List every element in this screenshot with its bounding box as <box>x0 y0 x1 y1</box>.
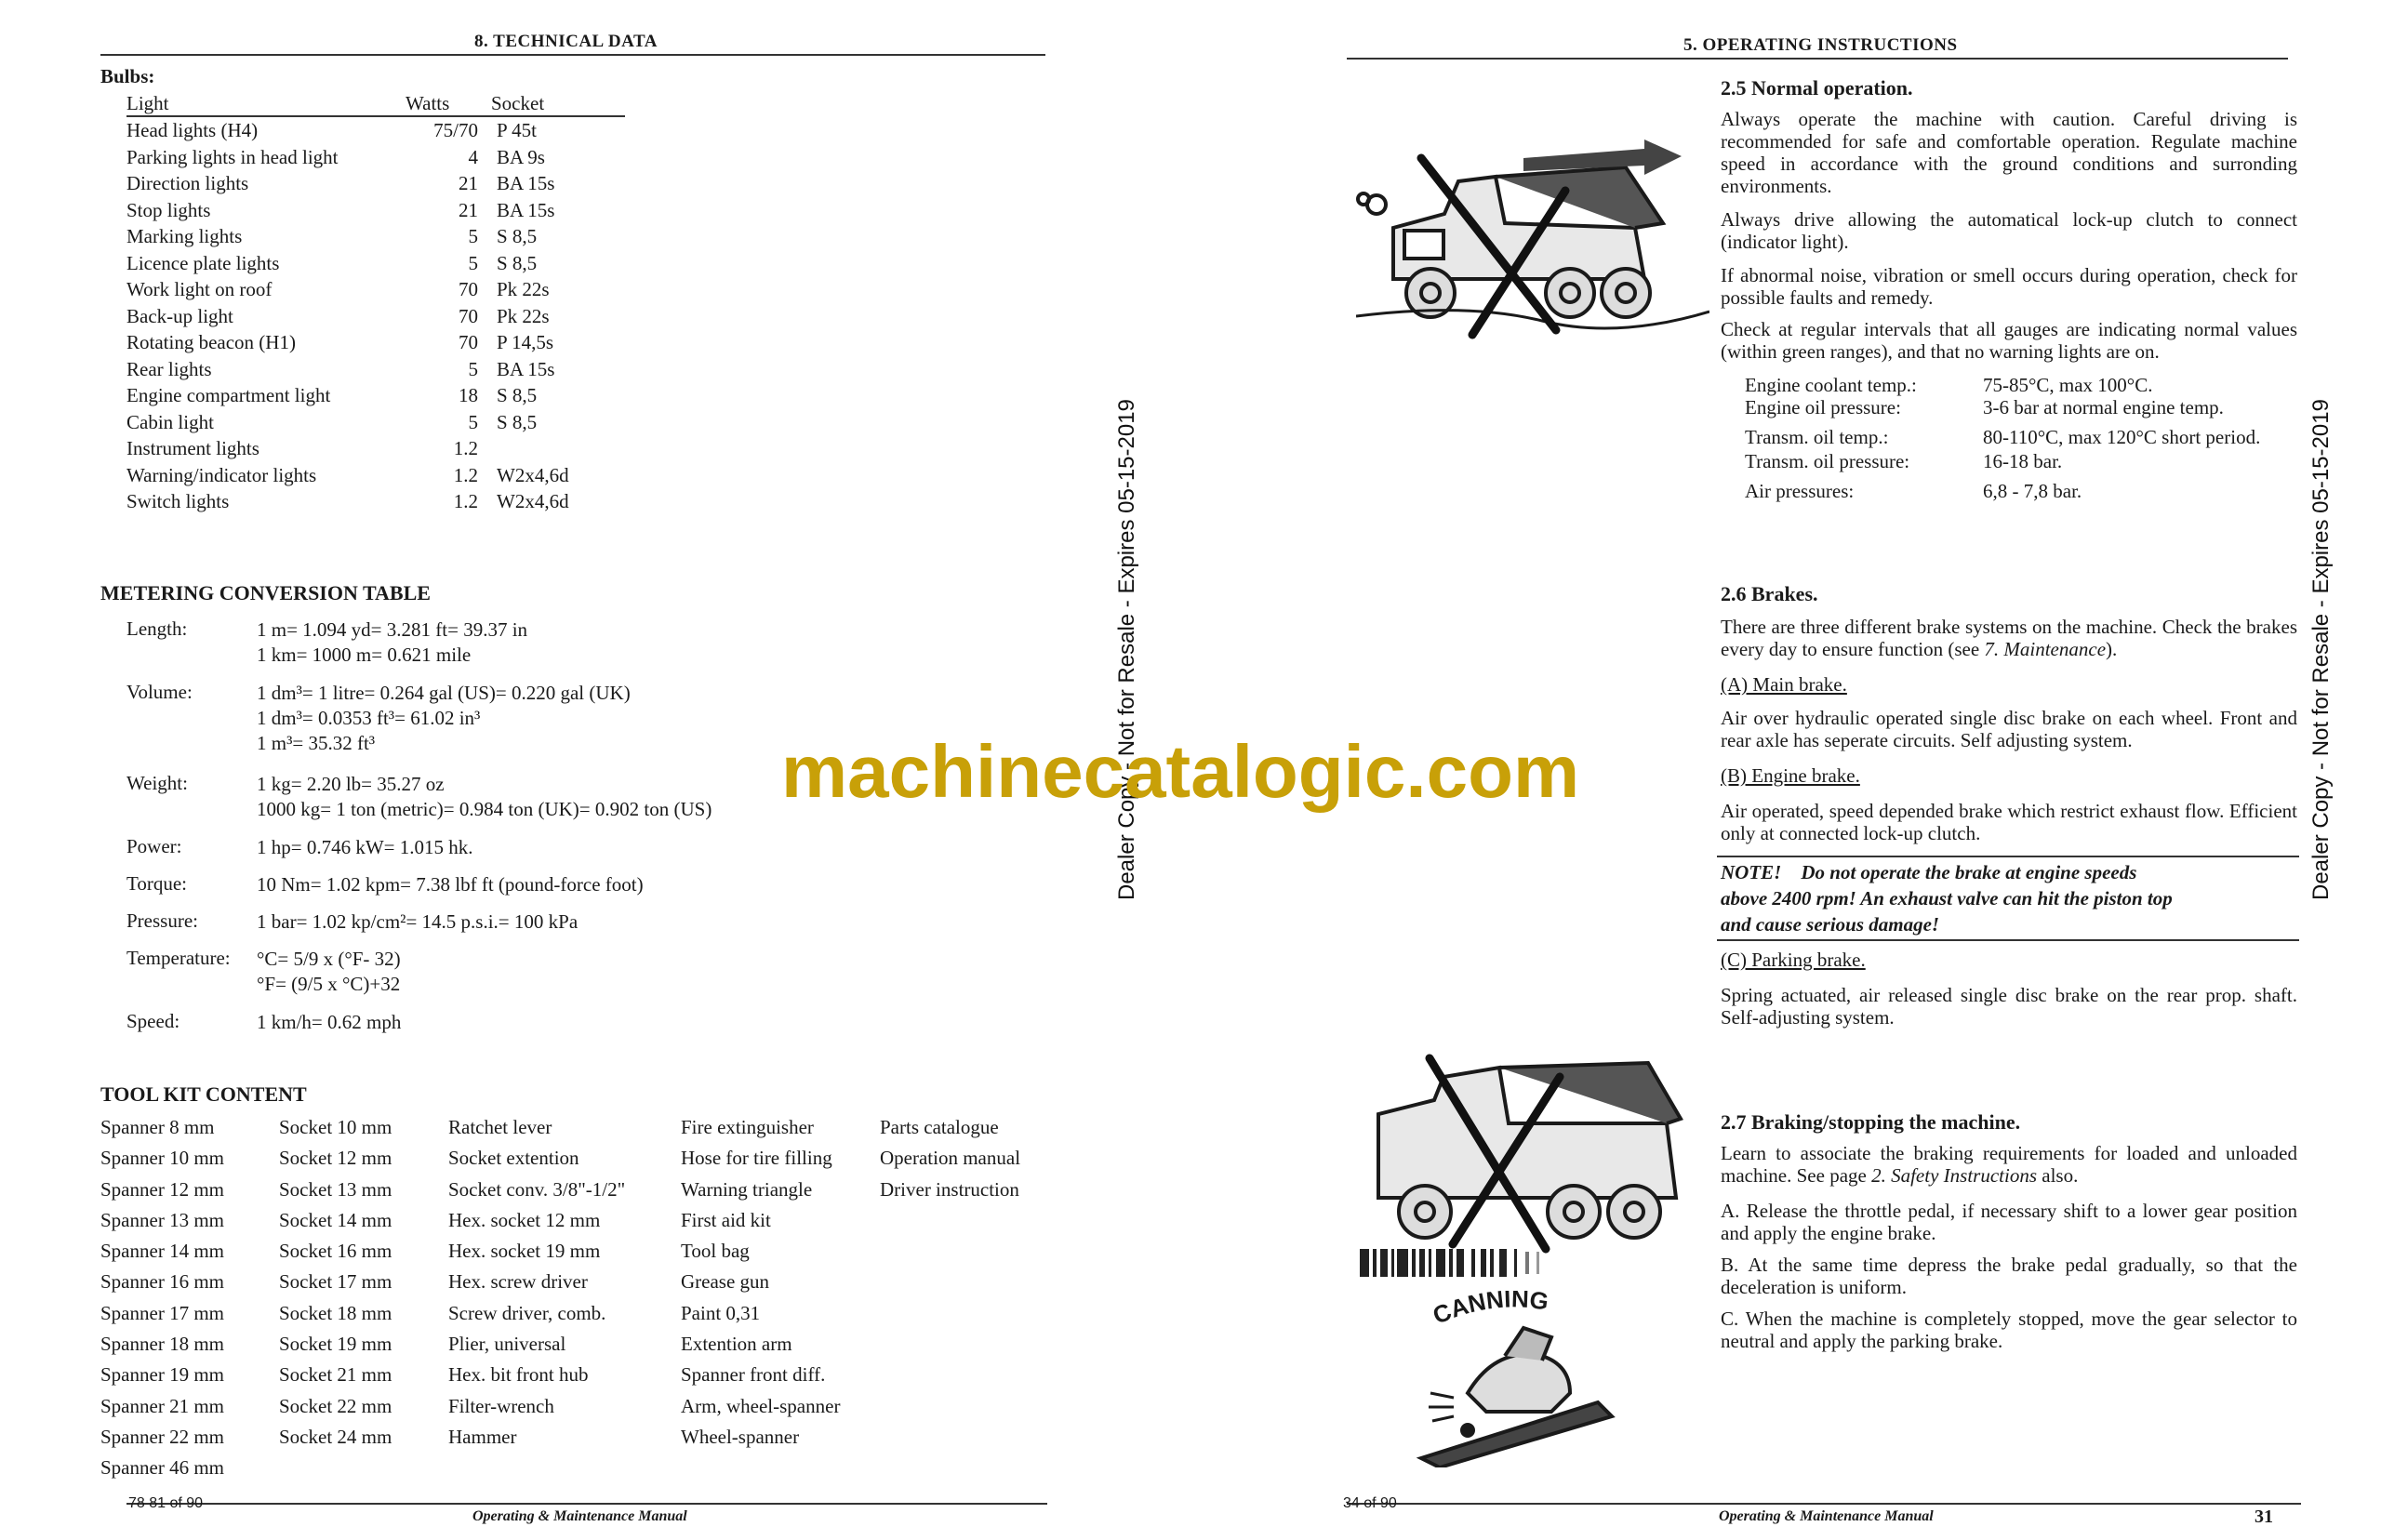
conversion-value: 1 hp= 0.746 kW= 1.015 hk. <box>257 836 473 858</box>
spec-label: Transm. oil temp.: <box>1745 426 1889 448</box>
toolkit-item: Socket 21 mm <box>279 1363 392 1387</box>
toolkit-column <box>681 1112 840 1453</box>
toolkit-item: Driver instruction <box>880 1177 1019 1201</box>
conversion-value: 1 km= 1000 m= 0.621 mile <box>257 644 472 666</box>
toolkit-column <box>880 1112 1020 1205</box>
spec-row <box>1745 396 2299 418</box>
right-footer-manual: Operating & Maintenance Manual <box>1719 1508 1934 1524</box>
conversion-value: 10 Nm= 1.02 kpm= 7.38 lbf ft (pound-force foot) <box>257 873 644 896</box>
conversion-label: Length: <box>126 617 188 640</box>
normal-operation-heading: 2.5 Normal operation. <box>1721 76 1913 100</box>
spec-label: Transm. oil pressure: <box>1745 450 1910 472</box>
bulb-row <box>126 382 625 409</box>
spec-label: Air pressures: <box>1745 480 1855 502</box>
toolkit-item: Paint 0,31 <box>681 1301 761 1324</box>
toolkit-item: Spanner front diff. <box>681 1363 826 1387</box>
bulb-row <box>126 116 625 144</box>
toolkit-item: Socket 12 mm <box>279 1147 392 1170</box>
bulbs-heading: Bulbs: <box>100 65 155 87</box>
toolkit-item: Socket 14 mm <box>279 1208 392 1231</box>
toolkit-item: Spanner 21 mm <box>100 1394 224 1417</box>
toolkit-item: Spanner 17 mm <box>100 1301 224 1324</box>
toolkit-item: Socket 17 mm <box>279 1270 392 1294</box>
bulb-socket: BA 15s <box>497 357 555 380</box>
bulb-watts: 1.2 <box>453 437 478 459</box>
conversion-label: Weight: <box>126 772 188 794</box>
spec-value: 6,8 - 7,8 bar. <box>1983 480 2082 502</box>
bulb-row <box>126 223 625 250</box>
conversion-label: Power: <box>126 835 182 857</box>
bulb-socket: S 8,5 <box>497 251 538 274</box>
bulb-socket <box>486 435 625 462</box>
bulb-watts: 4 <box>468 145 478 168</box>
toolkit-item: Spanner 13 mm <box>100 1208 224 1231</box>
toolkit-item: Filter-wrench <box>448 1394 554 1417</box>
conversion-value: °F= (9/5 x °C)+32 <box>257 973 401 995</box>
toolkit-item: Grease gun <box>681 1270 770 1294</box>
braking-step-c: C. When the machine is completely stopped, move the gear selector to neutral and apply the parking brake. <box>1721 1308 2297 1352</box>
bulb-watts: 70 <box>459 278 478 300</box>
right-page-count: 34 of 90 <box>1343 1495 1397 1511</box>
bulb-row <box>126 435 625 462</box>
bulb-row <box>126 409 625 436</box>
spec-value: 75-85°C, max 100°C. <box>1983 374 2153 396</box>
bulb-watts: 5 <box>468 251 478 274</box>
conversion-value: 1 m³= 35.32 ft³ <box>257 732 376 754</box>
toolkit-item: Socket 22 mm <box>279 1394 392 1417</box>
bulb-watts: 5 <box>468 357 478 380</box>
right-page-title: 5. OPERATING INSTRUCTIONS <box>1683 35 1958 55</box>
parking-brake-text: Spring actuated, air released single disc brake on the rear prop. shaft. Self-adjusting system. <box>1721 984 2297 1029</box>
toolkit-item: Arm, wheel-spanner <box>681 1394 841 1417</box>
conversion-label: Speed: <box>126 1010 180 1032</box>
spec-value: 16-18 bar. <box>1983 450 2063 472</box>
conversion-value: 1 dm³= 1 litre= 0.264 gal (US)= 0.220 gal (UK) <box>257 682 631 704</box>
toolkit-item: Spanner 10 mm <box>100 1147 224 1170</box>
bulb-socket: Pk 22s <box>497 278 550 300</box>
bulb-row <box>126 356 625 383</box>
toolkit-item: Wheel-spanner <box>681 1425 800 1448</box>
bulb-light: Head lights (H4) <box>126 119 259 141</box>
normal-op-p2: Always drive allowing the automatical lock-up clutch to connect (indicator light). <box>1721 208 2297 253</box>
bulb-row <box>126 250 625 277</box>
note-rule-bottom <box>1717 939 2299 941</box>
conversion-label: Pressure: <box>126 909 198 932</box>
bulb-light: Back-up light <box>126 304 233 327</box>
toolkit-column <box>100 1112 224 1484</box>
braking-step-a: A. Release the throttle pedal, if necessary shift to a lower gear position and apply the engine brake. <box>1721 1200 2297 1244</box>
toolkit-item: Plier, universal <box>448 1333 566 1356</box>
toolkit-item: Socket conv. 3/8"-1/2" <box>448 1177 626 1201</box>
bulb-socket: P 45t <box>497 119 537 141</box>
bulb-watts: 70 <box>459 304 478 327</box>
bulb-row <box>126 197 625 224</box>
dealer-notice-right: Dealer Copy - Not for Resale - Expires 05-15-2019 <box>2308 399 2334 900</box>
bulb-watts: 5 <box>468 410 478 433</box>
toolkit-item: Socket 10 mm <box>279 1116 392 1138</box>
toolkit-item: Operation manual <box>880 1147 1021 1170</box>
braking-step-b: B. At the same time depress the brake pedal gradually, so that the deceleration is uniform. <box>1721 1254 2297 1298</box>
toolkit-item: Spanner 14 mm <box>100 1240 224 1263</box>
bulb-socket: S 8,5 <box>497 225 538 247</box>
toolkit-item: Socket 19 mm <box>279 1333 392 1356</box>
conversion-value: 1 kg= 2.20 lb= 35.27 oz <box>257 773 445 795</box>
bulb-watts: 70 <box>459 331 478 353</box>
bulb-watts: 21 <box>459 172 478 194</box>
bulb-light: Parking lights in head light <box>126 145 339 168</box>
brakes-heading: 2.6 Brakes. <box>1721 582 1818 605</box>
toolkit-item: Socket 18 mm <box>279 1301 392 1324</box>
conversion-value: 1 dm³= 0.0353 ft³= 61.02 in³ <box>257 707 481 729</box>
bulb-light: Marking lights <box>126 225 243 247</box>
spec-row <box>1745 418 2299 450</box>
toolkit-item: Spanner 12 mm <box>100 1177 224 1201</box>
spec-label: Engine oil pressure: <box>1745 396 1901 418</box>
bulb-light: Rear lights <box>126 357 212 380</box>
engine-brake-heading: (B) Engine brake. <box>1721 764 1860 787</box>
conversion-value: 1 km/h= 0.62 mph <box>257 1011 402 1033</box>
bulb-row <box>126 170 625 197</box>
spec-row <box>1745 374 2299 396</box>
main-brake-heading: (A) Main brake. <box>1721 673 1847 696</box>
spec-label: Engine coolant temp.: <box>1745 374 1917 396</box>
spec-value: 80-110°C, max 120°C short period. <box>1983 426 2261 448</box>
toolkit-item: Socket 13 mm <box>279 1177 392 1201</box>
barcode-strip <box>1360 1249 1539 1277</box>
toolkit-item: First aid kit <box>681 1208 771 1231</box>
right-title-rule <box>1347 58 2288 60</box>
bulb-watts: 18 <box>459 384 478 406</box>
main-brake-text: Air over hydraulic operated single disc brake on each wheel. Front and rear axle has seperate circuits. Self adjusting system. <box>1721 707 2297 751</box>
toolkit-item: Hex. socket 12 mm <box>448 1208 601 1231</box>
spec-row <box>1745 472 2299 504</box>
operating-specs-table <box>1745 374 2299 504</box>
bulb-light: Stop lights <box>126 198 211 221</box>
title-rule <box>100 54 1045 56</box>
left-page-title: 8. TECHNICAL DATA <box>474 32 658 51</box>
toolkit-column <box>448 1112 625 1453</box>
bulb-socket: Pk 22s <box>497 304 550 327</box>
bulb-socket: BA 9s <box>497 145 545 168</box>
spec-row <box>1745 450 2299 472</box>
toolkit-item: Hex. screw driver <box>448 1270 588 1294</box>
right-page-number: 31 <box>2255 1507 2273 1527</box>
toolkit-item: Spanner 16 mm <box>100 1270 224 1294</box>
toolkit-item: Spanner 8 mm <box>100 1116 215 1138</box>
bulb-light: Instrument lights <box>126 437 259 459</box>
bulb-watts: 75/70 <box>433 119 478 141</box>
toolkit-item: Hex. socket 19 mm <box>448 1240 601 1263</box>
toolkit-item: Hex. bit front hub <box>448 1363 589 1387</box>
conversion-label: Volume: <box>126 681 193 703</box>
toolkit-item: Spanner 19 mm <box>100 1363 224 1387</box>
toolkit-item: Socket 24 mm <box>279 1425 392 1448</box>
bulb-watts: 1.2 <box>453 463 478 486</box>
toolkit-item: Fire extinguisher <box>681 1116 814 1138</box>
toolkit-item: Warning triangle <box>681 1177 813 1201</box>
truck-braking-illustration <box>1360 1049 1704 1281</box>
dealer-notice-left: Dealer Copy - Not for Resale - Expires 05-15-2019 <box>1114 399 1139 900</box>
bulb-light: Switch lights <box>126 490 230 512</box>
left-footer-rule <box>126 1503 1047 1505</box>
bulb-light: Cabin light <box>126 410 214 433</box>
braking-intro: Learn to associate the braking requirements for loaded and unloaded machine. See page 2. Safety Instructions also. <box>1721 1142 2297 1187</box>
conversion-value: 1000 kg= 1 ton (metric)= 0.984 ton (UK)= 0.902 ton (US) <box>257 798 712 820</box>
bulb-row <box>126 303 625 330</box>
toolkit-item: Socket extention <box>448 1147 579 1170</box>
toolkit-item: Screw driver, comb. <box>448 1301 606 1324</box>
bulb-socket: BA 15s <box>497 172 555 194</box>
engine-brake-note: NOTE! Do not operate the brake at engine speeds above 2400 rpm! An exhaust valve can hit the piston top and cause serious damage! <box>1721 861 2173 936</box>
bulb-row <box>126 276 625 303</box>
bulb-light: Warning/indicator lights <box>126 463 317 486</box>
truck-icon <box>1378 1063 1681 1238</box>
bulb-light: Work light on roof <box>126 278 273 300</box>
toolkit-item: Hammer <box>448 1425 517 1448</box>
toolkit-item: Parts catalogue <box>880 1116 999 1138</box>
note-rule-top <box>1717 856 2299 857</box>
bulb-row <box>126 144 625 171</box>
bulb-row <box>126 329 625 356</box>
bulb-socket: BA 15s <box>497 198 555 221</box>
bulb-socket: P 14,5s <box>497 331 554 353</box>
spec-value: 3-6 bar at normal engine temp. <box>1983 396 2224 418</box>
bulb-light: Engine compartment light <box>126 384 331 406</box>
bulbs-table <box>126 91 625 515</box>
toolkit-item: Spanner 18 mm <box>100 1333 224 1356</box>
bulb-light: Licence plate lights <box>126 251 280 274</box>
toolkit-item: Socket 16 mm <box>279 1240 392 1263</box>
toolkit-item: Tool bag <box>681 1240 750 1263</box>
bulb-socket: S 8,5 <box>497 384 538 406</box>
toolkit-heading: TOOL KIT CONTENT <box>100 1082 307 1106</box>
conversion-value: 1 m= 1.094 yd= 3.281 ft= 39.37 in <box>257 618 528 641</box>
bulbs-col-light: Light <box>126 91 406 116</box>
toolkit-item: Hose for tire filling <box>681 1147 832 1170</box>
toolkit-item: Spanner 46 mm <box>100 1456 224 1480</box>
conversion-value: °C= 5/9 x (°F- 32) <box>257 948 401 970</box>
bulb-light: Rotating beacon (H1) <box>126 331 296 353</box>
conversion-value: 1 bar= 1.02 kp/cm²= 14.5 p.s.i.= 100 kPa <box>257 910 579 933</box>
engine-brake-text: Air operated, speed depended brake which restrict exhaust flow. Efficient only at connected lock-up clutch. <box>1721 800 2297 844</box>
toolkit-column <box>279 1112 392 1453</box>
bulb-socket: W2x4,6d <box>497 490 569 512</box>
bulb-row <box>126 488 625 515</box>
bulb-light: Direction lights <box>126 172 249 194</box>
truck-unsafe-illustration <box>1356 139 1709 344</box>
bulb-watts: 1.2 <box>453 490 478 512</box>
right-footer-rule <box>1347 1503 2301 1505</box>
normal-op-p1: Always operate the machine with caution. Careful driving is recommended for safe and comfortable operation. Regulate machine speed in accordance with the ground conditions and surronding environments. <box>1721 108 2297 197</box>
normal-op-p3: If abnormal noise, vibration or smell occurs during operation, check for possible faults and remedy. <box>1721 264 2297 309</box>
left-page-count: 78 81 of 90 <box>128 1495 204 1511</box>
conversion-label: Temperature: <box>126 947 231 969</box>
watermark: machinecatalogic.com <box>781 730 1580 813</box>
braking-heading: 2.7 Braking/stopping the machine. <box>1721 1110 2021 1134</box>
bulb-watts: 5 <box>468 225 478 247</box>
bulb-watts: 21 <box>459 198 478 221</box>
conversion-heading: METERING CONVERSION TABLE <box>100 581 431 604</box>
toolkit-item: Ratchet lever <box>448 1116 552 1138</box>
bulb-socket: S 8,5 <box>497 410 538 433</box>
canning-label: CANNING <box>1429 1291 1550 1330</box>
bulbs-col-socket: Socket <box>486 91 625 116</box>
normal-op-p4: Check at regular intervals that all gauges are indicating normal values (within green ranges), and that no warning lights are on. <box>1721 318 2297 363</box>
parking-brake-heading: (C) Parking brake. <box>1721 949 1866 971</box>
conversion-label: Torque: <box>126 872 188 895</box>
brakes-intro: There are three different brake systems on the machine. Check the brakes every day to ensure function (see 7. Maintenance). <box>1721 616 2297 660</box>
left-footer-manual: Operating & Maintenance Manual <box>472 1508 687 1524</box>
bulbs-col-watts: Watts <box>406 91 486 116</box>
toolkit-item: Extention arm <box>681 1333 792 1356</box>
bulb-socket: W2x4,6d <box>497 463 569 486</box>
toolkit-item: Spanner 22 mm <box>100 1425 224 1448</box>
bulb-row <box>126 462 625 489</box>
braking-cartoon-illustration <box>1412 1291 1626 1467</box>
